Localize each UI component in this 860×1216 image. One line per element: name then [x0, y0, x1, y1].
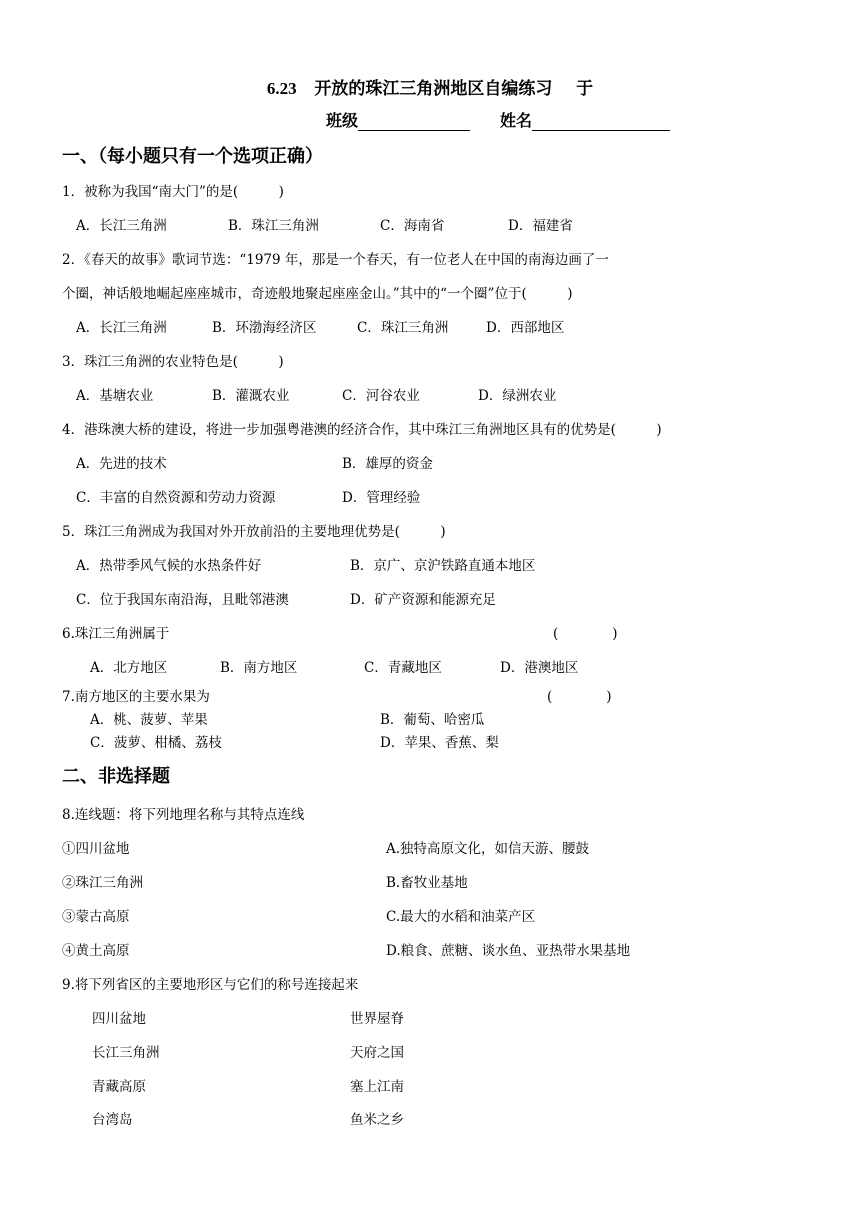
section-heading-1: 一、（每小题只有一个选项正确） — [62, 146, 323, 167]
page-title — [0, 74, 860, 99]
q4-option-b: B．雄厚的资金 — [342, 456, 433, 472]
question-2-stem-line1: 2．《春天的故事》歌词节选：“1979 年，那是一个春天，有一位老人在中国的南海边画了一 — [62, 252, 609, 268]
q8-right-item[interactable]: B.畜牧业基地 — [386, 875, 468, 891]
question-1-stem: 1．被称为我国“南大门”的是( ) — [62, 184, 284, 200]
q3-option-d: D．绿洲农业 — [478, 388, 557, 404]
q7-option-b: B．葡萄、哈密瓜 — [380, 712, 485, 728]
q8-left-item[interactable]: ①四川盆地 — [62, 841, 130, 857]
question-8-stem: 8.连线题：将下列地理名称与其特点连线 — [62, 807, 305, 823]
question-9-stem: 9.将下列省区的主要地形区与它们的称号连接起来 — [62, 977, 359, 993]
q5-option-c: C．位于我国东南沿海，且毗邻港澳 — [76, 592, 289, 608]
question-6-stem: 6.珠江三角洲属于 — [62, 626, 170, 642]
q8-left-item[interactable]: ④黄土高原 — [62, 943, 130, 959]
question-4-stem: 4．港珠澳大桥的建设，将进一步加强粤港澳的经济合作，其中珠江三角洲地区具有的优势是( ) — [62, 422, 662, 438]
q9-left-item[interactable]: 青藏高原 — [92, 1079, 146, 1095]
q1-option-c: C．海南省 — [380, 218, 445, 234]
class-field — [326, 108, 470, 131]
q8-right-item[interactable]: D.粮食、蔗糖、谈水鱼、亚热带水果基地 — [386, 943, 631, 959]
class-label: 班级 — [326, 111, 359, 130]
title-number: 6.23 — [266, 79, 297, 98]
title-text: 开放的珠江三角洲地区自编练习 — [314, 79, 553, 99]
q3-option-a: A．基塘农业 — [76, 388, 154, 404]
q7-option-d: D．苹果、香蕉、梨 — [380, 735, 499, 751]
q6-option-d: D．港澳地区 — [500, 660, 579, 676]
title-author: 于 — [576, 79, 594, 99]
q6-option-b: B．南方地区 — [220, 660, 298, 676]
q1-option-a: A．长江三角洲 — [76, 218, 167, 234]
q3-option-b: B．灌溉农业 — [212, 388, 290, 404]
q6-answer-paren[interactable]: ( ) — [553, 626, 618, 642]
name-blank[interactable] — [532, 112, 670, 131]
name-field — [500, 108, 670, 131]
question-5-stem: 5．珠江三角洲成为我国对外开放前沿的主要地理优势是( ) — [62, 524, 446, 540]
q1-option-d: D．福建省 — [508, 218, 573, 234]
q2-option-b: B．环渤海经济区 — [212, 320, 317, 336]
q4-option-c: C．丰富的自然资源和劳动力资源 — [76, 490, 276, 506]
q2-option-d: D．西部地区 — [486, 320, 565, 336]
q6-option-c: C．青藏地区 — [364, 660, 442, 676]
q9-left-item[interactable]: 长江三角洲 — [92, 1045, 160, 1061]
name-label: 姓名 — [500, 111, 533, 130]
q9-left-item[interactable]: 台湾岛 — [92, 1112, 133, 1128]
class-blank[interactable] — [358, 112, 470, 131]
q2-option-a: A．长江三角洲 — [76, 320, 167, 336]
question-2-stem-line2: 个圈，神话般地崛起座座城市，奇迹般地聚起座座金山。”其中的“一个圈”位于( ) — [62, 286, 573, 302]
q9-right-item[interactable]: 鱼米之乡 — [350, 1112, 404, 1128]
question-3-stem: 3．珠江三角洲的农业特色是( ) — [62, 354, 284, 370]
q8-left-item[interactable]: ②珠江三角洲 — [62, 875, 143, 891]
section-heading-2: 二、非选择题 — [62, 766, 170, 787]
q3-option-c: C．河谷农业 — [342, 388, 420, 404]
q9-right-item[interactable]: 塞上江南 — [350, 1079, 404, 1095]
q6-option-a: A．北方地区 — [90, 660, 168, 676]
q1-option-b: B．珠江三角洲 — [228, 218, 319, 234]
q5-option-a: A．热带季风气候的水热条件好 — [76, 558, 262, 574]
q7-option-a: A．桃、菠萝、苹果 — [90, 712, 208, 728]
q5-option-b: B．京广、京沪铁路直通本地区 — [350, 558, 536, 574]
q4-option-a: A．先进的技术 — [76, 456, 167, 472]
q8-right-item[interactable]: C.最大的水稻和油菜产区 — [386, 909, 536, 925]
question-7-stem: 7.南方地区的主要水果为 — [62, 689, 210, 705]
q9-right-item[interactable]: 天府之国 — [350, 1045, 404, 1061]
q8-left-item[interactable]: ③蒙古高原 — [62, 909, 130, 925]
q5-option-d: D．矿产资源和能源充足 — [350, 592, 496, 608]
q7-answer-paren[interactable]: ( ) — [547, 689, 612, 705]
q9-left-item[interactable]: 四川盆地 — [92, 1011, 146, 1027]
q2-option-c: C．珠江三角洲 — [357, 320, 449, 336]
q8-right-item[interactable]: A.独特高原文化，如信天游、腰鼓 — [386, 841, 590, 857]
q7-option-c: C．菠萝、柑橘、荔枝 — [90, 735, 222, 751]
q4-option-d: D．管理经验 — [342, 490, 421, 506]
q9-right-item[interactable]: 世界屋脊 — [350, 1011, 404, 1027]
